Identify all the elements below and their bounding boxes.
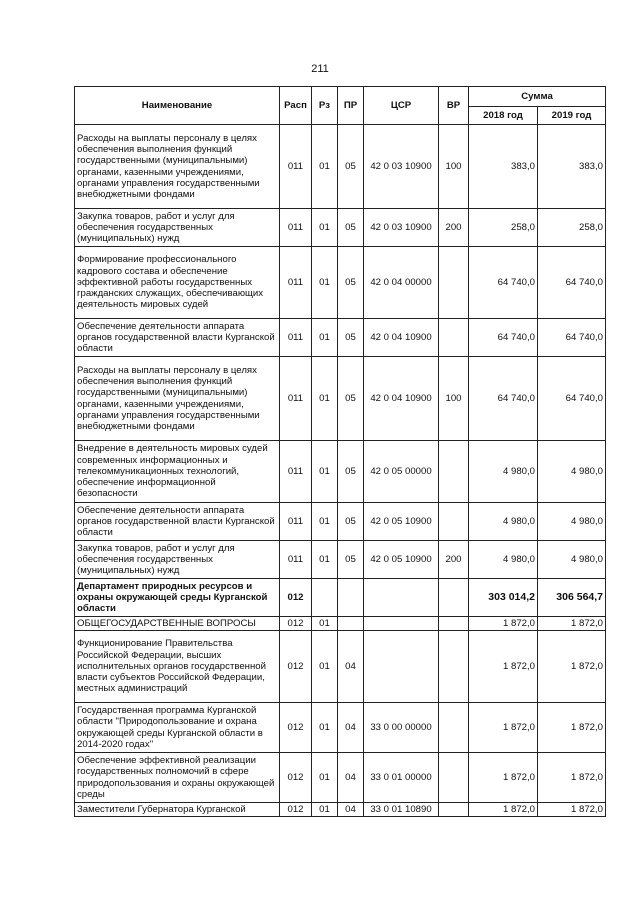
- row-name: ОБЩЕГОСУДАРСТВЕННЫЕ ВОПРОСЫ: [75, 617, 280, 631]
- row-sum-2019: 306 564,7: [538, 579, 606, 617]
- row-sum-2018: 64 740,0: [469, 357, 538, 441]
- header-rasp: Расп: [280, 87, 312, 125]
- row-sum-2019: 4 980,0: [538, 503, 606, 541]
- row-rz: [312, 579, 338, 617]
- row-rz: 01: [312, 209, 338, 247]
- row-sum-2018: 4 980,0: [469, 441, 538, 503]
- row-sum-2018: 1 872,0: [469, 803, 538, 817]
- row-name: Заместители Губернатора Курганской: [75, 803, 280, 817]
- row-name: Формирование профессионального кадрового состава и обеспечение эффективной работы государственных гражданских служащих, обеспечивающих деятельность мировых судей: [75, 247, 280, 319]
- row-pr: 04: [338, 631, 364, 703]
- row-pr: 05: [338, 125, 364, 209]
- row-pr: 04: [338, 703, 364, 753]
- row-pr: 05: [338, 441, 364, 503]
- header-csr: ЦСР: [364, 87, 439, 125]
- table-row: [75, 753, 606, 803]
- row-name: Обеспечение деятельности аппарата органов государственной власти Курганской области: [75, 319, 280, 357]
- row-csr: [364, 617, 439, 631]
- row-sum-2018: 4 980,0: [469, 503, 538, 541]
- row-csr: 42 0 04 00000: [364, 247, 439, 319]
- row-rz: 01: [312, 357, 338, 441]
- row-rasp: 011: [280, 247, 312, 319]
- header-2018: 2018 год: [469, 107, 538, 125]
- row-sum-2018: 1 872,0: [469, 703, 538, 753]
- row-rasp: 011: [280, 209, 312, 247]
- row-vr: [439, 319, 469, 357]
- row-rasp: 011: [280, 541, 312, 579]
- table-row: [75, 631, 606, 703]
- table-row: [75, 617, 606, 631]
- row-name: Расходы на выплаты персоналу в целях обеспечения выполнения функций государственными (муниципальными) органами, казенными учреждениями, органами управления государственными внебюджетными фондами: [75, 125, 280, 209]
- row-rz: 01: [312, 617, 338, 631]
- row-name: Обеспечение деятельности аппарата органов государственной власти Курганской области: [75, 503, 280, 541]
- row-name: Государственная программа Курганской области "Природопользование и охрана окружающей среды Курганской области в 2014-2020 годах": [75, 703, 280, 753]
- row-csr: 42 0 05 10900: [364, 503, 439, 541]
- row-name: Функционирование Правительства Российской Федерации, высших исполнительных органов государственной власти субъектов Российской Федерации, местных администраций: [75, 631, 280, 703]
- row-csr: 33 0 01 10890: [364, 803, 439, 817]
- row-csr: 42 0 03 10900: [364, 125, 439, 209]
- row-vr: [439, 247, 469, 319]
- row-rasp: 011: [280, 125, 312, 209]
- table-row: [75, 319, 606, 357]
- row-pr: [338, 579, 364, 617]
- row-sum-2019: 1 872,0: [538, 617, 606, 631]
- table-row: [75, 357, 606, 441]
- row-sum-2018: 1 872,0: [469, 631, 538, 703]
- row-pr: 05: [338, 209, 364, 247]
- row-pr: 04: [338, 803, 364, 817]
- row-vr: [439, 703, 469, 753]
- row-csr: 33 0 01 00000: [364, 753, 439, 803]
- row-vr: 100: [439, 125, 469, 209]
- row-rasp: 011: [280, 441, 312, 503]
- header-sum: Сумма: [469, 87, 606, 107]
- row-sum-2018: 4 980,0: [469, 541, 538, 579]
- row-vr: 100: [439, 357, 469, 441]
- row-csr: 42 0 04 10900: [364, 319, 439, 357]
- row-rasp: 012: [280, 803, 312, 817]
- header-name: Наименование: [75, 87, 280, 125]
- row-pr: [338, 617, 364, 631]
- row-sum-2019: 64 740,0: [538, 319, 606, 357]
- row-sum-2018: 303 014,2: [469, 579, 538, 617]
- row-csr: [364, 631, 439, 703]
- row-csr: 42 0 05 00000: [364, 441, 439, 503]
- row-csr: 42 0 04 10900: [364, 357, 439, 441]
- row-rz: 01: [312, 541, 338, 579]
- table-row: [75, 803, 606, 817]
- row-name: Внедрение в деятельность мировых судей современных информационных и телекоммуникационных технологий, обеспечение информационной безопасности: [75, 441, 280, 503]
- row-sum-2019: 258,0: [538, 209, 606, 247]
- row-rz: 01: [312, 703, 338, 753]
- row-sum-2019: 1 872,0: [538, 631, 606, 703]
- row-rasp: 011: [280, 503, 312, 541]
- row-sum-2019: 1 872,0: [538, 703, 606, 753]
- row-sum-2018: 258,0: [469, 209, 538, 247]
- row-csr: 33 0 00 00000: [364, 703, 439, 753]
- header-2019: 2019 год: [538, 107, 606, 125]
- row-rz: 01: [312, 503, 338, 541]
- row-csr: 42 0 03 10900: [364, 209, 439, 247]
- header-vr: ВР: [439, 87, 469, 125]
- row-vr: [439, 803, 469, 817]
- table-row: [75, 247, 606, 319]
- row-rasp: 012: [280, 617, 312, 631]
- row-sum-2019: 1 872,0: [538, 803, 606, 817]
- header-pr: ПР: [338, 87, 364, 125]
- row-vr: [439, 503, 469, 541]
- row-sum-2018: 64 740,0: [469, 247, 538, 319]
- row-rasp: 012: [280, 631, 312, 703]
- row-sum-2019: 4 980,0: [538, 541, 606, 579]
- row-pr: 05: [338, 357, 364, 441]
- row-vr: 200: [439, 541, 469, 579]
- row-rasp: 012: [280, 753, 312, 803]
- row-sum-2019: 64 740,0: [538, 357, 606, 441]
- table-row: [75, 503, 606, 541]
- row-pr: 05: [338, 319, 364, 357]
- row-sum-2018: 383,0: [469, 125, 538, 209]
- row-sum-2019: 383,0: [538, 125, 606, 209]
- row-name: Расходы на выплаты персоналу в целях обеспечения выполнения функций государственными (муниципальными) органами, казенными учреждениями, органами управления государственными внебюджетными фондами: [75, 357, 280, 441]
- table-row: [75, 125, 606, 209]
- budget-table: [74, 86, 606, 817]
- table-row: [75, 703, 606, 753]
- row-sum-2019: 4 980,0: [538, 441, 606, 503]
- row-vr: [439, 441, 469, 503]
- row-pr: 05: [338, 541, 364, 579]
- row-sum-2018: 64 740,0: [469, 319, 538, 357]
- row-sum-2018: 1 872,0: [469, 753, 538, 803]
- table-row: [75, 541, 606, 579]
- row-rasp: 011: [280, 319, 312, 357]
- table-body: [75, 125, 606, 817]
- table-row: [75, 579, 606, 617]
- table-row: [75, 209, 606, 247]
- row-vr: [439, 617, 469, 631]
- row-rz: 01: [312, 753, 338, 803]
- row-csr: 42 0 05 10900: [364, 541, 439, 579]
- row-pr: 05: [338, 247, 364, 319]
- row-rz: 01: [312, 247, 338, 319]
- row-csr: [364, 579, 439, 617]
- row-rasp: 012: [280, 703, 312, 753]
- row-name: Закупка товаров, работ и услуг для обеспечения государственных (муниципальных) нужд: [75, 541, 280, 579]
- row-vr: [439, 631, 469, 703]
- row-rz: 01: [312, 803, 338, 817]
- row-rz: 01: [312, 125, 338, 209]
- row-rz: 01: [312, 319, 338, 357]
- row-pr: 04: [338, 753, 364, 803]
- row-name: Закупка товаров, работ и услуг для обеспечения государственных (муниципальных) нужд: [75, 209, 280, 247]
- row-rasp: 011: [280, 357, 312, 441]
- row-pr: 05: [338, 503, 364, 541]
- row-rasp: 012: [280, 579, 312, 617]
- row-vr: 200: [439, 209, 469, 247]
- row-sum-2019: 1 872,0: [538, 753, 606, 803]
- row-rz: 01: [312, 631, 338, 703]
- row-name: Обеспечение эффективной реализации государственных полномочий в сфере природопользования и охраны окружающей среды: [75, 753, 280, 803]
- header-rz: Рз: [312, 87, 338, 125]
- row-vr: [439, 579, 469, 617]
- table-row: [75, 441, 606, 503]
- page-number: 211: [311, 63, 329, 75]
- row-sum-2018: 1 872,0: [469, 617, 538, 631]
- row-sum-2019: 64 740,0: [538, 247, 606, 319]
- row-vr: [439, 753, 469, 803]
- row-rz: 01: [312, 441, 338, 503]
- row-name: Департамент природных ресурсов и охраны окружающей среды Курганской области: [75, 579, 280, 617]
